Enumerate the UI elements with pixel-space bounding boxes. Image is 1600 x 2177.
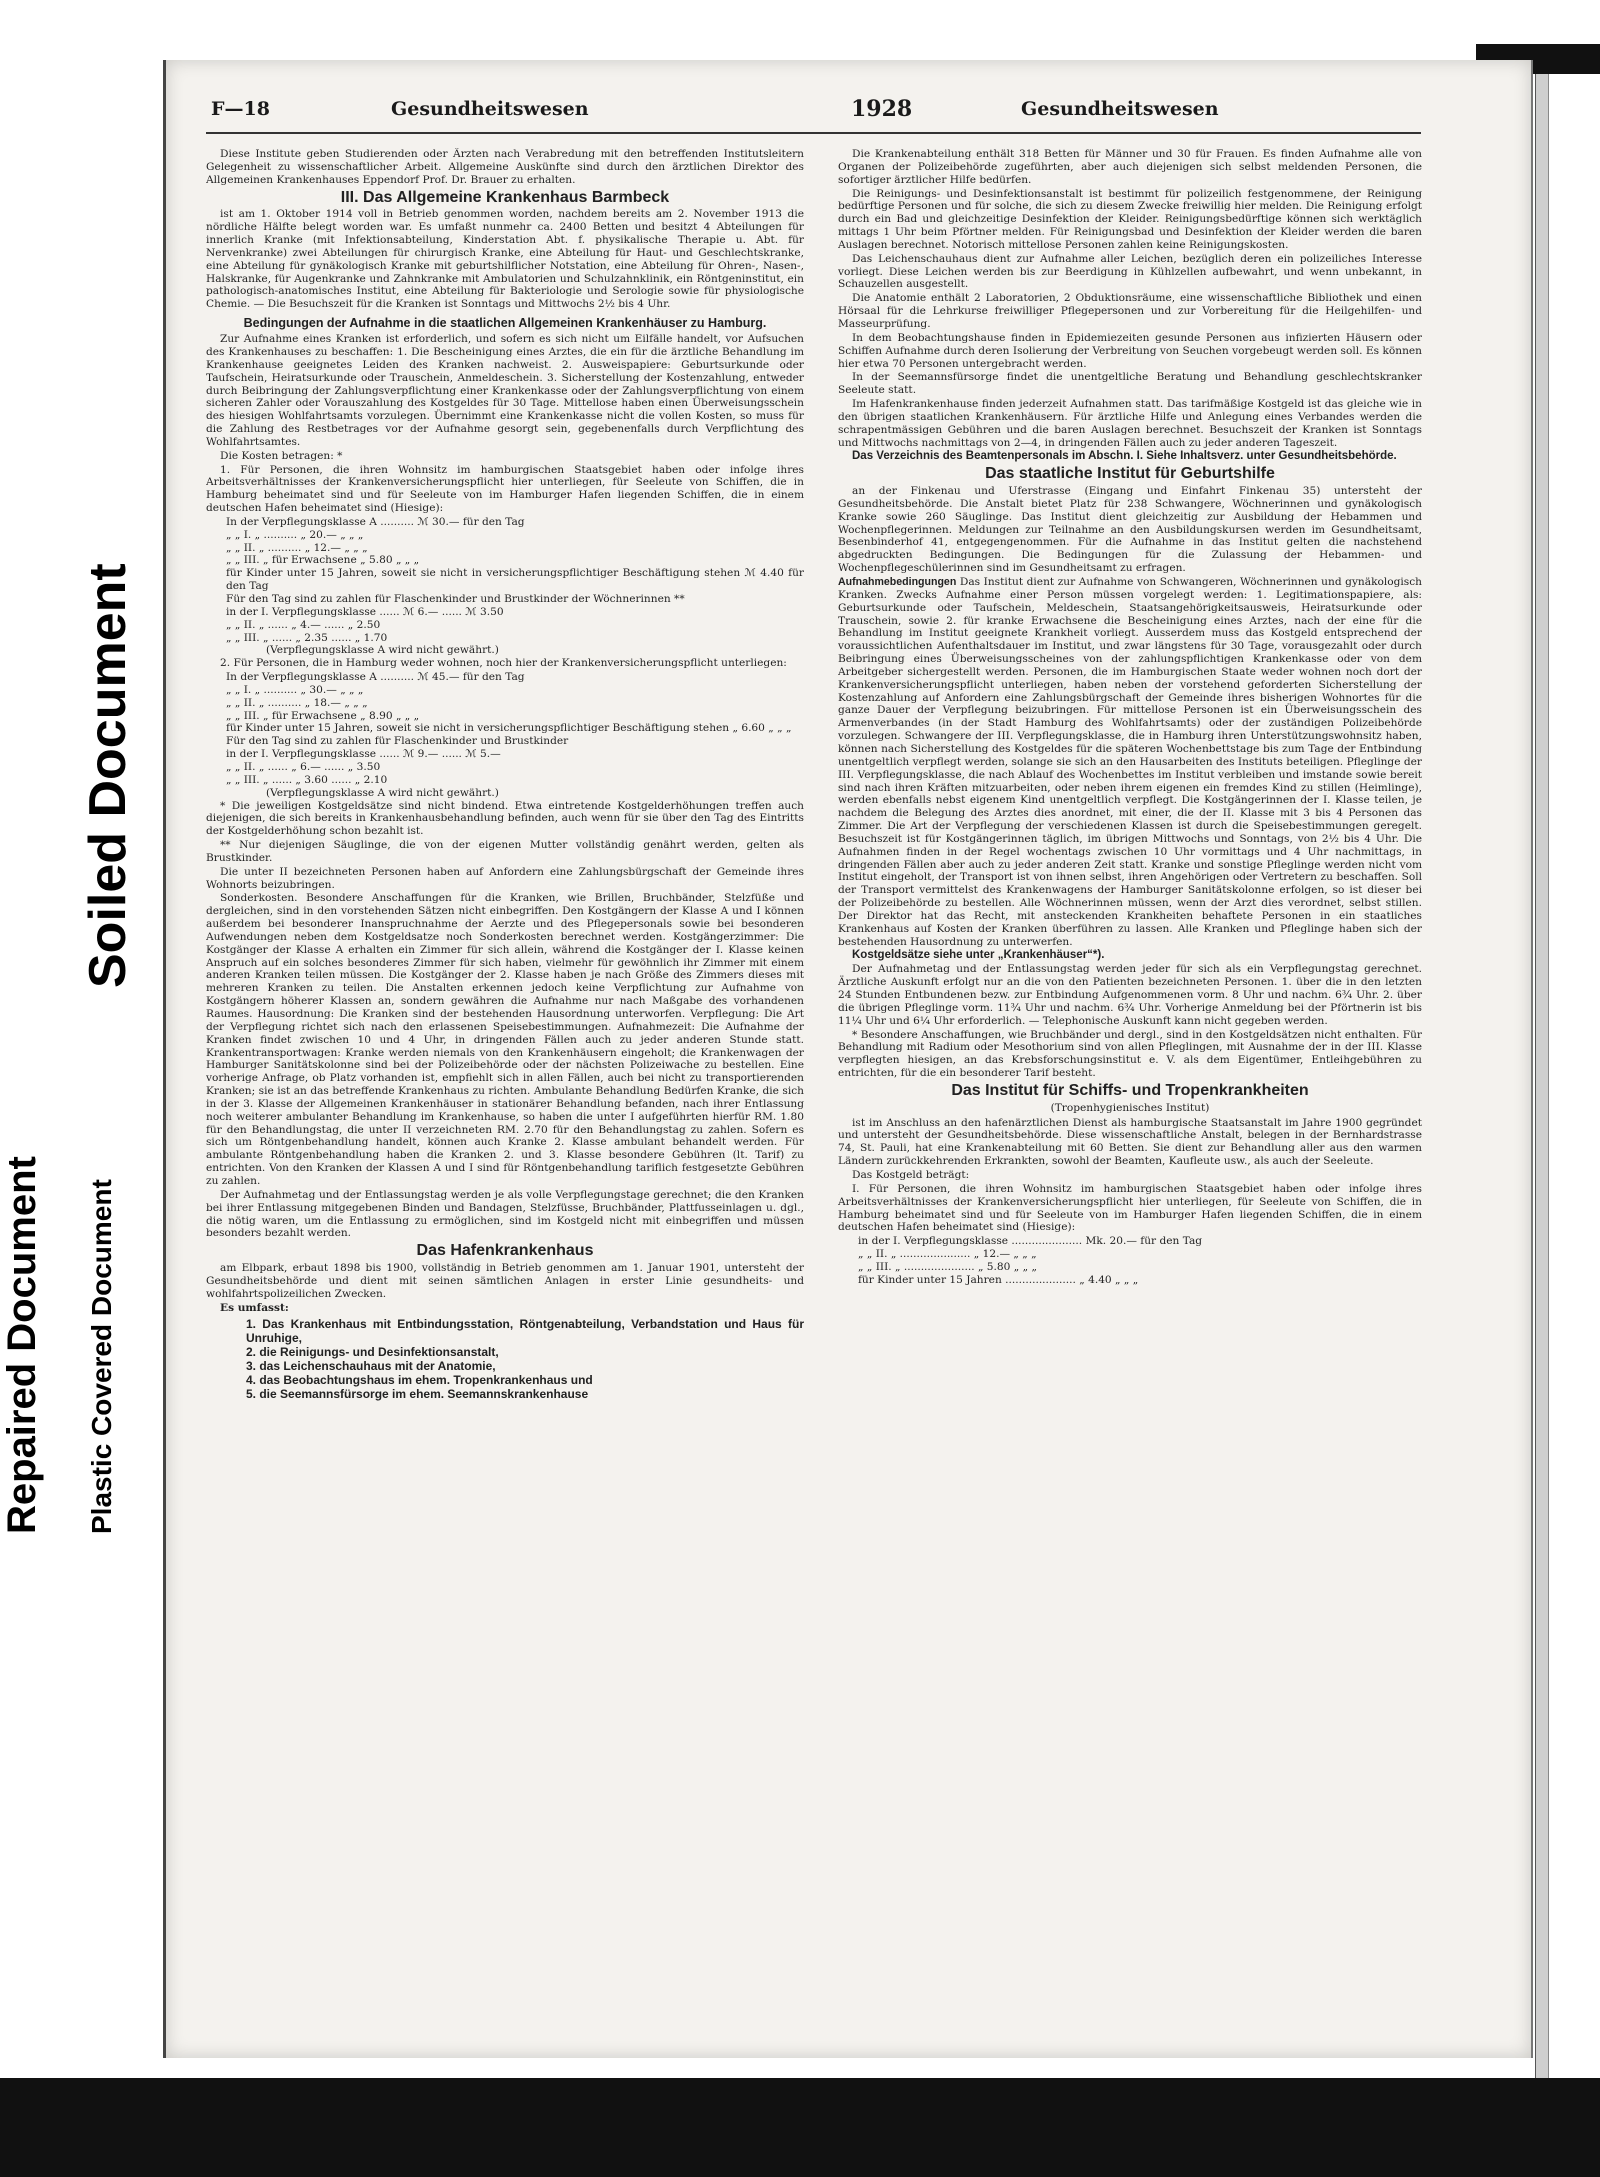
fee-line: „ „ II. „ ...... „ 6.— ...... „ 3.50 xyxy=(226,760,381,773)
fees-reference: Kostgeldsätze siehe unter „Krankenhäuser“*). xyxy=(852,949,1105,962)
fee-line: „ „ III. „ für Erwachsene „ 5.80 „ „ „ xyxy=(226,554,420,567)
fees-group-1: 1. Für Personen, die ihren Wohnsitz im hamburgischen Staatsgebiet haben oder infolge ihres Arbeitsverhältnisses der Krankenversicherungspflicht hier unterliegen, für Seeleute von Schiffen, die in Hamburg beheimatet sind und für Seeleute von im Hamburger Hafen liegenden Schiffen, die in einem deutschen Hafen beheimatet sind (Hiesige): xyxy=(206,463,804,515)
fee-line: Für den Tag sind zu zahlen für Flaschenkinder und Brustkinder der Wöchnerinnen ** xyxy=(226,593,685,605)
fee-line: „ „ II. „ .......... „ 12.— „ „ „ xyxy=(226,541,368,554)
header-title-right: Gesundheitswesen xyxy=(1021,98,1219,120)
harbor-hospital-paragraph: am Elbpark, erbaut 1898 bis 1900, vollständig in Betrieb genommen am 1. Januar 1901, untersteht der Gesundheitsbehörde und dient mit seinen sämtlichen Anlagen in erster Linie gesundheits- und wohlfahrtspolizeilichen Zwecken. xyxy=(206,1262,804,1300)
document-page xyxy=(163,60,1533,2058)
morgue-paragraph: Das Leichenschauhaus dient zur Aufnahme aller Leichen, bezüglich deren ein polizeiliches Interesse vorliegt. Diese Leichen werden bis zur Beerdigung in Kühlzellen aufbewahrt, und wenn unbekannt, in Schauzellen ausgestellt. xyxy=(838,252,1422,291)
header-rule xyxy=(206,132,1421,134)
tropical-institute-paragraph: ist im Anschluss an den hafenärztlichen Dienst als hamburgische Staatsanstalt im Jahre 1900 gegründet und untersteht der Gesundheitsbehörde. Diese wissenschaftliche Anstalt, belegen in der Bernhardstrasse 74, St. Pauli, hat eine Krankenabteilung mit 60 Betten. Sie dient zur Behandlung aller aus den warmen Ländern zurückkehrenden Erkrankten, sowohl der Beamten, Kaufleute usw., als auch der Seeleute. xyxy=(838,1116,1422,1168)
left-column xyxy=(206,148,804,2018)
admission-day-paragraph: Der Aufnahmetag und der Entlassungstag werden je als volle Verpflegungstage gerechnet; die den Kranken bei ihrer Entlassung mitgegebenen Binden und Bandagen, Stelzfüsse, Bruchbänder, Plattfusseinlagen u. dgl., die nötig waren, um die Entlassung zu ermöglichen, sind im Kostgeld nicht mit einbegriffen und müssen besonders bezahlt werden. xyxy=(206,1188,804,1240)
harbor-admission-paragraph: Im Hafenkrankenhause finden jederzeit Aufnahmen statt. Das tarifmäßige Kostgeld ist das gleiche wie in den übrigen staatlichen Krankenhäusern. Für ärztliche Hilfe und Anlegung eines Verbandes werden die schrapentmässigen Gebühren und die baren Auslagen berechnet. Besuchszeit der Kranken ist Sonntags und Mittwochs nachmittags von 2—4, in dringenden Fällen auch zu jeder anderen Tageszeit. xyxy=(838,398,1422,449)
conditions-paragraph: Zur Aufnahme eines Kranken ist erforderlich, und sofern es sich nicht um Eilfälle handelt, vor Aufsuchen des Krankenhauses zu beschaffen: 1. Die Bescheinigung eines Arztes, die ein für die ärztliche Behandlung im Krankenhause geeignetes Leiden des Kranken nachweist. 2. Ausweispapiere: Geburtsurkunde oder Taufschein, Heiratsurkunde oder Trauschein, Anmeldeschein. 3. Sicherstellung der Kostenzahlung, entweder durch Beibringung der Zahlungsverpflichtung einer Krankenkasse oder der Zahlungsverpflichtung von einem sicheren Zahler oder Vorauszahlung des Kostgeldes für 30 Tage. Mittellose haben einen Überweisungsschein des hiesigen Wohlfahrtsamts vorzulegen. Übernimmt eine Krankenkasse nicht die vollen Kosten, so muss für die Zahlung des Restbetrages vor der Aufnahme gesorgt sein, gegebenenfalls durch Verpflichtung des Wohlfahrtsamtes. xyxy=(206,333,804,448)
guarantee-note: Die unter II bezeichneten Personen haben auf Anfordern eine Zahlungsbürgschaft der Gemeinde ihres Wohnorts beizubringen. xyxy=(206,865,804,891)
scan-bottom-edge xyxy=(0,2078,1600,2177)
fee-line: (Verpflegungsklasse A wird nicht gewährt.) xyxy=(266,786,499,799)
fee-line: „ „ I. „ .......... „ 30.— „ „ „ xyxy=(226,683,364,696)
radium-footnote: * Besondere Anschaffungen, wie Bruchbänder und dergl., sind in den Kostgeldsätzen nicht enthalten. Für Behandlung mit Radium oder Mesothorium sind von allen Pfleglingen, mit Ausnahme der in der III. Klasse verpflegten hiesigen, an das Krebsforschungsinstitut e. V. als dem Eigentümer, Entleihgebühren zu entrichten, für die ein besonderer Tarif besteht. xyxy=(838,1028,1422,1080)
observation-paragraph: In dem Beobachtungshause finden in Epidemiezeiten gesunde Personen aus infizierten Häusern oder Schiffen Aufnahme durch deren Isolierung der Verbreitung von Seuchen vorgebeugt werden soll. Es können hier etwa 70 Personen untergebracht werden. xyxy=(838,331,1422,370)
fee-line: „ „ I. „ .......... „ 20.— „ „ „ xyxy=(226,528,364,541)
footnote-1: * Die jeweiligen Kostgeldsätze sind nicht bindend. Etwa eintretende Kostgelderhöhungen treffen auch diejenigen, die sich bereits in Krankenhausbehandlung befinden, auch wenn für sie über den Tag des Eintritts der Kostgelderhöhung schon bezahlt ist. xyxy=(206,799,804,838)
conditions-title: Bedingungen der Aufnahme in die staatlichen Allgemeinen Krankenhäuser zu Hamburg. xyxy=(243,316,767,331)
header-year: 1928 xyxy=(851,96,913,122)
barmbeck-paragraph: ist am 1. Oktober 1914 voll in Betrieb genommen worden, nachdem bereits am 2. November 1913 die nördliche Hälfte belegt worden war. Es umfaßt nunmehr ca. 2400 Betten und besitzt 4 Abteilungen für innerlich Kranke (mit Infektionsabteilung, Kinderstation Abt. f. physikalische Therapie u. Abt. für Nervenkranke) zwei Abteilungen für chirurgisch Kranke, eine Abteilung für Haut- und Geschlechtskranke, eine Abteilung für gynäkologisch Kranke mit geburtshilflicher Notstation, eine Abteilung für Ohren-, Nasen-, Halskranke, für Augenkranke und Zahnkranke mit Ambulatorien und Schulzahnklinik, ein Röntgeninstitut, ein pathologisch-anatomisches Institut, eine Abteilung für Bakteriologie und Serologie sowie für physiologische Chemie. — Die Besuchszeit für die Kranken ist Sonntags und Mittwochs 2½ bis 4 Uhr. xyxy=(206,208,804,311)
harbor-list xyxy=(206,1317,804,1401)
fee-line: (Verpflegungsklasse A wird nicht gewährt.) xyxy=(266,644,499,657)
fee-line: In der Verpflegungsklasse A .......... ℳ 30.— für den Tag xyxy=(226,515,525,528)
fee-line: „ „ III. „ ...... „ 3.60 ...... „ 2.10 xyxy=(226,773,388,786)
list-item: 5. die Seemannsfürsorge im ehem. Seemannskrankenhause xyxy=(246,1387,589,1402)
fee-line: in der I. Verpflegungsklasse ...... ℳ 6.— ...... ℳ 3.50 xyxy=(226,605,504,618)
disinfection-paragraph: Die Reinigungs- und Desinfektionsanstalt ist bestimmt für polizeilich festgenommene, der Reinigung bedürftige Personen und für solche, die sich zu diesem Zwecke freiwillig hier melden. Die Reinigung erfolgt durch ein Bad und gleichzeitige Desinfektion der Kleider. Reinigungsbedürftige können sich werktäglich mittags 1 Uhr beim Pförtner melden. Für Reinigungsbad und Desinfektion der Kleider werden die baren Auslagen berechnet. Notorisch mittellose Personen zahlen keine Reinigungskosten. xyxy=(838,187,1422,251)
fee-line: „ „ III. „ ..................... „ 5.80 „ „ „ xyxy=(858,1260,1037,1273)
soiled-document-label: Soiled Document xyxy=(79,563,137,988)
fees-group-2: 2. Für Personen, die in Hamburg weder wohnen, noch hier der Krankenversicherungspflicht unterliegen: xyxy=(220,657,787,670)
binding-spine xyxy=(1535,74,1549,2078)
tropical-institute-subtitle: (Tropenhygienisches Institut) xyxy=(1050,1101,1210,1114)
admission-conditions-title: Aufnahmebedingungen xyxy=(838,576,957,588)
tropical-fees-intro: Das Kostgeld beträgt: xyxy=(852,1168,970,1181)
anatomy-paragraph: Die Anatomie enthält 2 Laboratorien, 2 Obduktionsräume, eine wissenschaftliche Bibliothek und einen Hörsaal für die Lehrkurse freiwilliger Pflegepersonen und zur Vorbereitung für die Heilgehilfen- und Masseurprüfung. xyxy=(838,292,1422,330)
admission-conditions-paragraph xyxy=(838,576,1422,948)
harbor-list-intro: Es umfasst: xyxy=(220,1301,289,1314)
harbor-hospital-title: Das Hafenkrankenhaus xyxy=(416,1242,594,1260)
plastic-covered-label: Plastic Covered Document xyxy=(86,1179,117,1534)
fee-line: „ „ III. „ für Erwachsene „ 8.90 „ „ „ xyxy=(226,709,420,722)
tropical-fees-group: I. Für Personen, die ihren Wohnsitz im hamburgischen Staatsgebiet haben oder infolge ihres Arbeitsverhältnisses der Krankenversicherungspflicht hier unterliegen, für Seeleute von Schiffen, die in Hamburg beheimatet sind und für Seeleute von im Hamburger Hafen liegenden Schiffen, die in einem deutschen Hafen beheimatet sind (Hiesige): xyxy=(838,1182,1422,1234)
fee-line: In der Verpflegungsklasse A .......... ℳ 45.— für den Tag xyxy=(226,671,525,684)
list-item: 4. das Beobachtungshaus im ehem. Tropenkrankenhaus und xyxy=(246,1373,593,1388)
fee-line: „ „ III. „ ...... „ 2.35 ...... „ 1.70 xyxy=(226,631,388,644)
classification-sidebar xyxy=(0,46,158,2078)
repaired-document-label: Repaired Document xyxy=(0,1156,44,1534)
list-item: 2. die Reinigungs- und Desinfektionsanstalt, xyxy=(246,1345,499,1360)
seamen-care-paragraph: In der Seemannsfürsorge findet die unentgeltliche Beratung und Behandlung geschlechtskranker Seeleute statt. xyxy=(838,371,1422,397)
staff-reference: Das Verzeichnis des Beamtenpersonals im Abschn. I. Siehe Inhaltsverz. unter Gesundheitsbehörde. xyxy=(852,450,1397,463)
ward-paragraph: Die Krankenabteilung enthält 318 Betten für Männer und 30 für Frauen. Es finden Aufnahme alle von Organen der Polizeibehörde zugeführten, aber auch diejenigen sich selbst meldenden Personen, die sofortiger ärztlicher Hilfe bedürfen. xyxy=(838,148,1422,186)
footnote-2: ** Nur diejenigen Säuglinge, die von der eigenen Mutter vollständig genährt werden, gelten als Brustkinder. xyxy=(206,839,804,864)
fee-line: „ „ II. „ ...... „ 4.— ...... „ 2.50 xyxy=(226,618,381,631)
birth-institute-paragraph: an der Finkenau und Uferstrasse (Eingang und Einfahrt Finkenau 35) untersteht der Gesundheitsbehörde. Die Anstalt bietet Platz für 238 Schwangere, Wöchnerinnen und gynäkologisch Kranke sowie 260 Säuglinge. Das Institut dient gleichzeitig zur Ausbildung der Hebammen und Wochenpflegerinnen. Meldungen zur Teilnahme an den Ausbildungskursen werden im Gesundheitsamt, Besenbinderhof 41, entgegengenommen. Für die Aufnahme in das Institut gelten die nachstehend abgedruckten Bedingungen. Die Bedingungen für die Zulassung der Hebammen- und Wochenpflegeschülerinnen sind im Gesundheitsamt zu erfragen. xyxy=(838,485,1422,575)
fee-line: in der I. Verpflegungsklasse ..................... Mk. 20.— für den Tag xyxy=(858,1235,1203,1248)
scan-top-margin xyxy=(0,0,1600,46)
list-item: 1. Das Krankenhaus mit Entbindungsstation, Röntgenabteilung, Verbandstation und Haus für Unruhige, xyxy=(246,1317,804,1346)
page-header xyxy=(211,98,1411,134)
birth-institute-title: Das staatliche Institut für Geburtshilfe xyxy=(985,465,1275,483)
fees-intro: Die Kosten betragen: * xyxy=(220,449,343,462)
header-title-left: Gesundheitswesen xyxy=(391,98,589,120)
section-title-barmbeck: III. Das Allgemeine Krankenhaus Barmbeck xyxy=(340,188,670,206)
fee-line: in der I. Verpflegungsklasse ...... ℳ 9.— ...... ℳ 5.— xyxy=(226,748,501,761)
intro-paragraph: Diese Institute geben Studierenden oder Ärzten nach Verabredung mit den betreffenden Institutsleitern Gelegenheit zu wissenschaftlicher Arbeit. Allgemeine Auskünfte sind durch den ärztlichen Direktor des Allgemeinen Krankenhauses Eppendorf Prof. Dr. Brauer zu erhalten. xyxy=(206,148,804,186)
fee-line: für Kinder unter 15 Jahren ..................... „ 4.40 „ „ „ xyxy=(858,1273,1139,1286)
fee-line: „ „ II. „ ..................... „ 12.— „ „ „ xyxy=(858,1248,1037,1261)
tropical-institute-title: Das Institut für Schiffs- und Tropenkrankheiten xyxy=(951,1081,1309,1099)
admission-conditions-text: Das Institut dient zur Aufnahme von Schwangeren, Wöchnerinnen und gynäkologisch Kranken. Zwecks Aufnahme einer Person müssen vorgelegt werden: 1. Legitimationspapiere, als: Geburtsurkunde oder Taufschein, Meldeschein, Staatsangehörigkeitsausweis, Heiratsurkunde oder Trauschein, sowie 2. für kranke Erwachsene die Bescheinigung eines Arztes, nach der eine für die Behandlung im Institut geeignete Krankheit vorliegt. Ausserdem muss das Kostgeld entsprechend der voraussichtlichen Aufenthaltsdauer im Institut, und zwar längstens für 30 Tage, vorausgezahlt oder durch Beibringung eines Überweisungsscheines von der zahlungspflichtigen Krankenkasse oder von dem Arbeitgeber sichergestellt werden. Personen, die im Hamburgischen Staate weder wohnen noch dort der Krankenversicherungspflicht unterliegen, haben neben der vorstehend geforderten Sicherstellung der Kostenzahlung auf Anfordern eine Zahlungsbürgschaft der Gemeinde ihres bisherigen Wohnortes für die ganze Dauer der Verpflegung beizubringen. Für mittellose Personen ist ein Überweisungsschein des Armenverbandes (in der Stadt Hamburg des Wohlfahrtsamts) oder der zuständigen Polizeibehörde vorzulegen. Schwangere der III. Verpflegungsklasse, die in Hamburg ihren Unterstützungswohnsitz haben, können nach Sicherstellung des Kostgeldes für die späteren Wochenbettstage bis zum Tage der Entbindung unentgeltlich verpflegt werden, solange sie sich an den Hausarbeiten des Instituts beteiligen. Pfleglinge der III. Verpflegungsklasse, die nach Ablauf des Wochenbettes im Institut verbleiben und imstande sowie bereit sind nach ihren Kräften mitzuarbeiten, oder neben ihrem eigenen ein fremdes Kind zu stillen (Heimlinge), werden ebenfalls nebst eigenem Kind unentgeltlich verpflegt. Die Kostgängerinnen der I. Klasse teilen, je nachdem die Belegung des Arztes dies anordnet, mit einer, die der II. Klasse mit 3 bis 4 Personen das Zimmer. Die Art der Verpflegung der verschiedenen Klassen ist durch die Speisebestimmungen geregelt. Besuchszeit ist für Kostgängerinnen täglich, im übrigen Mittwochs und Sonntags, von 2½ bis 4 Uhr. Die Aufnahmen finden in der Regel wochentags zwischen 10 Uhr vormittags und 4 Uhr nachmittags, in dringenden Fällen aber auch zu jeder anderen Zeit statt. Kranke und sonstige Pfleglinge werden nicht vom Institut eingeholt, der Transport ist von ihnen selbst, ihren Angehörigen oder Vertretern zu beschaffen. Soll der Transport vermittelst des Krankenwagens der Hamburger Sanitätskolonne erfolgen, so ist dieser bei der Polizeibehörde zu bestellen. Alle Wöchnerinnen müssen, wenn der Arzt dies verordnet, selbst stillen. Der Direktor hat das Recht, mit ansteckenden Krankheiten behaftete Personen in ein staatliches Krankenhaus auf Kosten der Kranken überführen zu lassen. Alle Kranken und Pfleglinge haben sich der bestehenden Hausordnung zu unterwerfen. xyxy=(838,576,1422,948)
fee-line: für Kinder unter 15 Jahren, soweit sie nicht in versicherungspflichtiger Beschäftigung stehen „ 6.60 „ „ „ xyxy=(226,722,792,735)
right-column xyxy=(838,148,1422,2018)
fee-line: für Kinder unter 15 Jahren, soweit sie nicht in versicherungspflichtiger Beschäftigung stehen ℳ 4.40 für den Tag xyxy=(226,567,804,593)
list-item: 3. das Leichenschauhaus mit der Anatomie, xyxy=(246,1359,496,1374)
discharge-paragraph: Der Aufnahmetag und der Entlassungstag werden jeder für sich als ein Verpflegungstag gerechnet. Ärztliche Auskunft erfolgt nur an die von den Patienten bezeichneten Personen. 1. über die in den letzten 24 Stunden Entbundenen bezw. zur Entbindung Aufgenommenen vorm. 8 Uhr und nachm. 6¾ Uhr. 2. über die übrigen Pfleglinge vorm. 11¾ Uhr und nachm. 6¾ Uhr. Vorherige Anmeldung bei der Pförtnerin ist bis 11¼ Uhr und 6¼ Uhr erforderlich. — Telephonische Auskunft kann nicht gegeben werden. xyxy=(838,963,1422,1027)
fee-line: Für den Tag sind zu zahlen für Flaschenkinder und Brustkinder xyxy=(226,735,569,748)
page-reference: F—18 xyxy=(211,98,270,120)
fee-line: „ „ II. „ .......... „ 18.— „ „ „ xyxy=(226,696,368,709)
special-costs-paragraph: Sonderkosten. Besondere Anschaffungen für die Kranken, wie Brillen, Bruchbänder, Stelzfüße und dergleichen, sind in den vorstehenden Sätzen nicht einbegriffen. Den Kostgängern der Klasse A und I können außerdem bei besonderer Inanspruchnahme der Aerzte und des Pflegepersonals sowie bei besonderen Aufwendungen neben dem Kostgeldsatze noch Sonderkosten berechnet werden. Kostgängerzimmer: Die Kostgänger der Klasse A erhalten ein Zimmer für sich allein, während die Kostgänger der I. Klasse keinen Anspruch auf ein solches besonderes Zimmer für sich haben, vielmehr für gewöhnlich ihr Zimmer mit einem anderen Kranken teilen müssen. Die Kostgänger der 2. Klasse haben je nach Größe des Zimmers dieses mit mehreren Kranken zu teilen. Die Anstalten erkennen jedoch keine Verpflichtung zur Aufnahme von Kostgängern höherer Klassen an, sondern gewähren die Aufnahme nur nach Maßgabe des vorhandenen Raumes. Hausordnung: Die Kranken sind der bestehenden Hausordnung unterworfen. Verpflegung: Die Art der Verpflegung richtet sich nach den erlassenen Speisebestimmungen. Aufnahmezeit: Die Aufnahme der Kranken findet zwischen 10 und 4 Uhr, in dringenden Fällen auch zu jeder anderen Stunde statt. Krankentransportwagen: Kranke werden niemals von den Krankenhäusern eingeholt; die Krankenwagen der Hamburger Sanitätskolonne sind bei der Polizeibehörde oder der nächsten Polizeiwache zu bestellen. Eine vorherige Anfrage, ob Platz vorhanden ist, empfiehlt sich in allen Fällen, auch bei nicht zu transportierenden Kranken; sie ist an das betreffende Krankenhaus zu richten. Ambulante Behandlung Bedürfen Kranke, die sich in der 3. Klasse der Allgemeinen Krankenhäuser in stationärer Behandlung befanden, nach ihrer Entlassung noch weiterer ambulanter Behandlung im Krankenhause, so haben die unter I aufgeführten hierfür RM. 1.80 für den Behandlungstag, die unter II verzeichneten RM. 2.70 für den Behandlungstag zu zahlen. Sofern es sich um Röntgenbehandlung handelt, können auch Kranke 2. Klasse ambulant behandelt werden. Für ambulante Röntgenbehandlung haben die Kranken 2. und 3. Klasse besondere Gebühren (lt. Tarif) zu entrichten. Von den Kranken der Klassen A und I sind für Röntgenbehandlung tariflich festgesetzte Gebühren zu zahlen. xyxy=(206,892,804,1187)
